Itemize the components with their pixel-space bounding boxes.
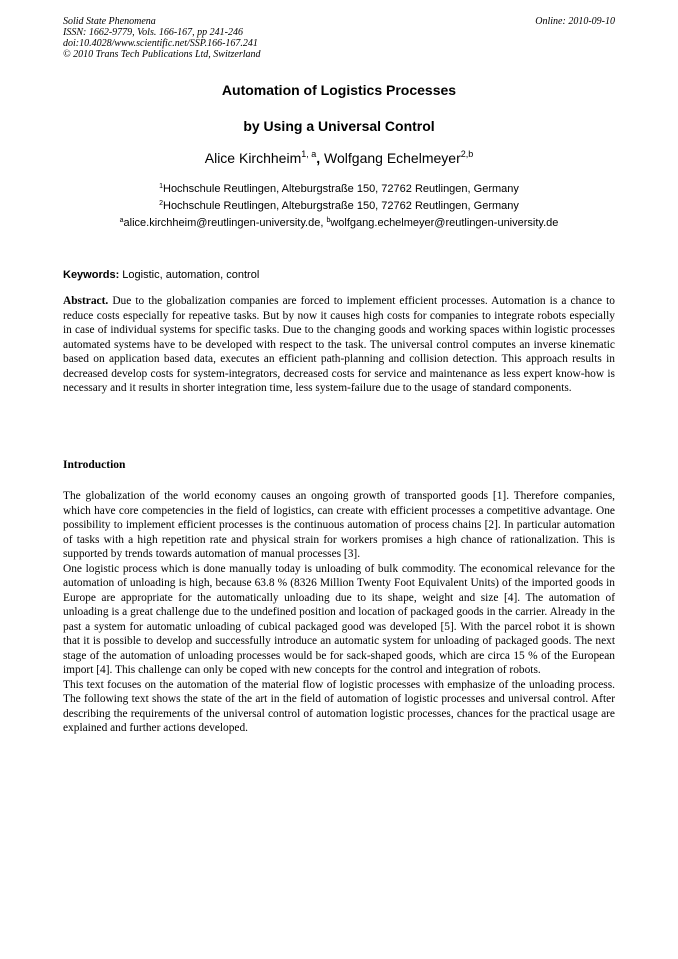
issn-line: ISSN: 1662-9779, Vols. 166-167, pp 241-246	[63, 27, 243, 38]
paragraph: One logistic process which is done manually today is unloading of bulk commodity. The economical relevance for the automation of unloading is high, because 63.8 % (8326 Million Twenty Foot Equivalent Units) of the imported goods in Europe are appropriate for the automatically unloading due to its shape, weight and size [4]. The automation of unloading is a great challenge due to the undefined position and location of packaged goods in the carrier. Already in the past a system for automatic unloading of cubical packaged good was developed [5]. With the parcel robot it is shown that it is possible to develop and successfully introduce an automatic system for unloading of packaged goods. The next stage of the automation of unloading processes would be for sack-shaped goods, which are circa 15 % of the European import [4]. This challenge can only be coped with new concepts for the control and integration of robots.	[63, 562, 615, 676]
author-superscript: 2,b	[460, 149, 474, 159]
affiliation-superscript: 2	[159, 200, 163, 207]
title-line-1: Automation of Logistics Processes	[221, 82, 457, 98]
email-line	[0, 216, 678, 230]
affiliation-text: Hochschule Reutlingen, Alteburgstraße 150, 72762 Reutlingen, Germany	[163, 183, 519, 195]
email-superscript: b	[326, 217, 331, 224]
journal-header	[63, 16, 393, 60]
abstract-text: Due to the globalization companies are forced to implement efficient processes. Automation is a chance to reduce costs especially for repeative tasks. But by now it causes high costs for companies to integrate robots especially in case of individual systems for specific tasks. Due to the changing goods and working spaces within logistic processes automated systems have to be developed with respect to the task. The universal control computes an inverse kinematic based on application based data, executes an efficient path-planning and collision detection. This approach results in decreased develop costs for system-integrators, decreased costs for service and maintenance as less expert know-how is necessary and it results in shorter integration time, less system-failure due to the usage of standard components.	[63, 295, 615, 394]
email-address: wolfgang.echelmeyer@reutlingen-university.de	[330, 217, 559, 229]
email-superscript: a	[119, 217, 124, 224]
affiliation-1	[0, 182, 678, 196]
author-separator: ,	[316, 150, 325, 166]
keywords-text: Logistic, automation, control	[119, 269, 260, 281]
keywords	[63, 268, 615, 282]
keywords-label: Keywords:	[63, 269, 120, 281]
abstract	[63, 294, 615, 396]
email-address: alice.kirchheim@reutlingen-university.de,	[123, 217, 327, 229]
paragraph: This text focuses on the automation of the material flow of logistic processes with emphasize of the unloading process. The following text shows the state of the art in the field of automation of logistic processes and universal control. After describing the requirements of the universal control of automation logistic processes, chances for the practical usage are explained and further actions developed.	[63, 678, 615, 734]
author-list	[0, 149, 678, 167]
paragraph: The globalization of the world economy causes an ongoing growth of transported goods [1]. Therefore companies, which have core competencies in the field of logistics, can create with efficient processes a competitive advantage. One possibility to implement efficient processes is the continuous automation of process chains [2]. In particular automation of tasks with a high repetition rate and physical strain for workers promises a high chance of rationalization. This is supported by trends towards automation of manual processes [3].	[63, 490, 615, 560]
doi-line: doi:10.4028/www.scientific.net/SSP.166-167.241	[63, 38, 258, 49]
section-heading: Introduction	[63, 459, 126, 471]
title-line-2: by Using a Universal Control	[243, 118, 435, 134]
affiliation-text: Hochschule Reutlingen, Alteburgstraße 150, 72762 Reutlingen, Germany	[163, 200, 519, 212]
online-date: Online: 2010-09-10	[535, 16, 615, 27]
author-name: Wolfgang Echelmeyer	[324, 150, 461, 166]
journal-name: Solid State Phenomena	[63, 16, 156, 27]
copyright-line: © 2010 Trans Tech Publications Ltd, Switzerland	[63, 49, 261, 60]
affiliation-superscript: 1	[159, 183, 163, 190]
abstract-label: Abstract.	[63, 295, 109, 307]
author-superscript: 1, a	[301, 149, 317, 159]
author-name: Alice Kirchheim	[204, 150, 302, 166]
introduction-body	[63, 489, 615, 736]
affiliation-2	[0, 199, 678, 213]
